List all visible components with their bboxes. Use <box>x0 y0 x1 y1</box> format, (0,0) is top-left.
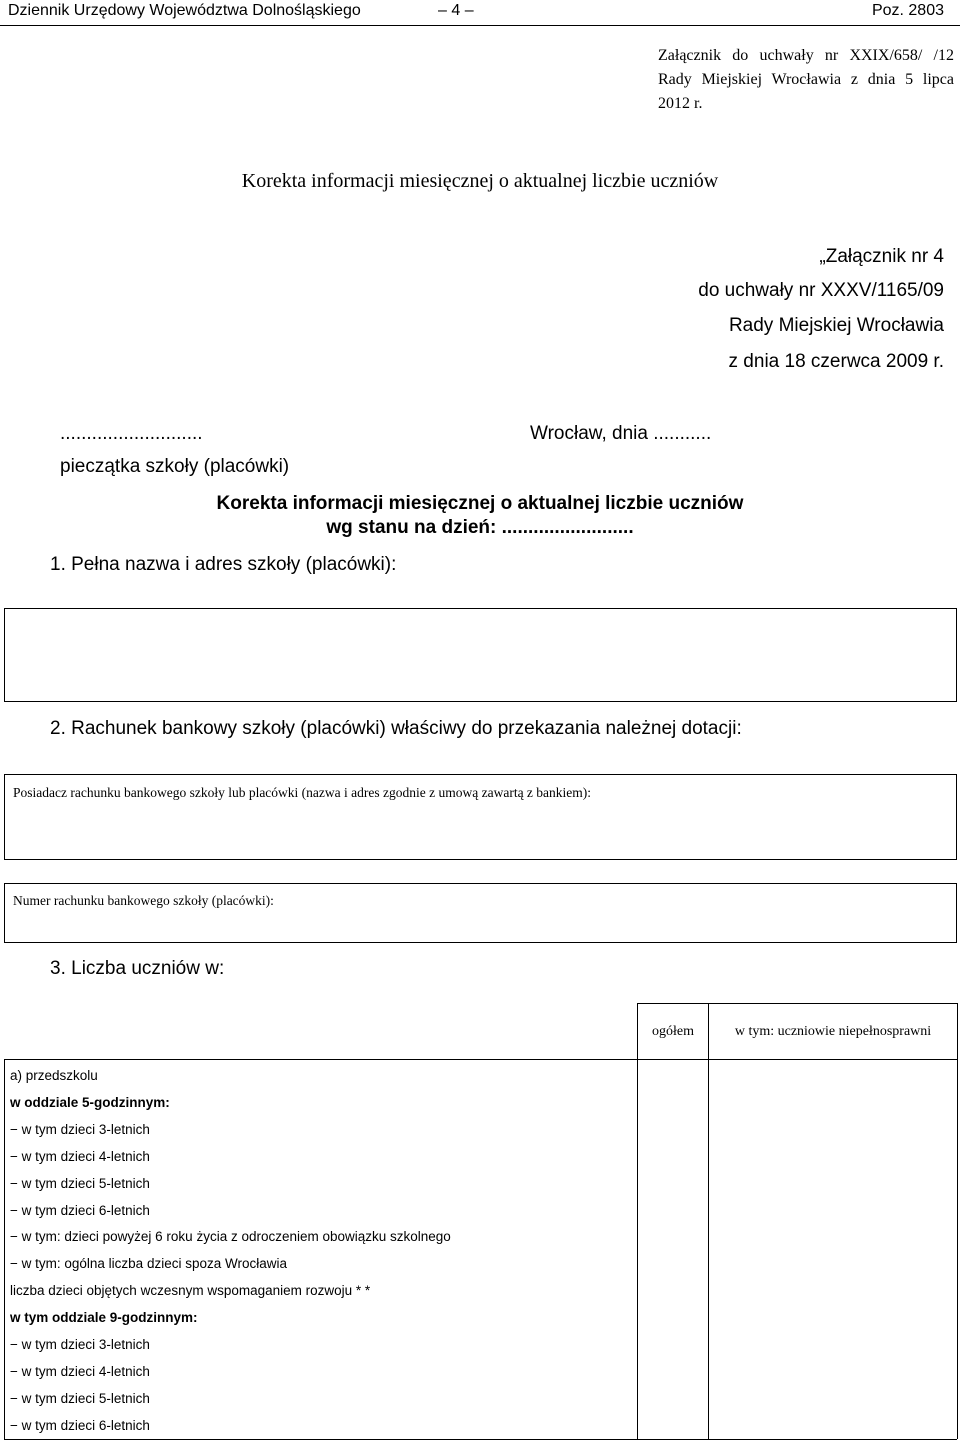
total-count-cell[interactable] <box>638 1301 708 1328</box>
table-row-label: − w tym dzieci 6-letnich <box>10 1417 150 1433</box>
form-title-line-1: Korekta informacji miesięcznej o aktualnej liczbie uczniów <box>216 493 744 514</box>
disabled-count-cell[interactable] <box>709 1220 957 1247</box>
total-count-cell[interactable] <box>638 1274 708 1301</box>
disabled-count-cell[interactable] <box>709 1409 957 1436</box>
total-count-cell[interactable] <box>638 1140 708 1167</box>
total-count-cell[interactable] <box>638 1382 708 1409</box>
page-number: – 4 – <box>438 2 474 19</box>
annex-line-4: z dnia 18 czerwca 2009 r. <box>728 351 944 372</box>
total-count-cell[interactable] <box>638 1328 708 1355</box>
table-row-label: − w tym: ogólna liczba dzieci spoza Wrocławia <box>10 1256 287 1272</box>
total-count-cell[interactable] <box>638 1194 708 1221</box>
disabled-count-cell[interactable] <box>709 1382 957 1409</box>
annex-line-3: Rady Miejskiej Wrocławia <box>728 315 944 336</box>
disabled-count-cell[interactable] <box>709 1086 957 1113</box>
total-count-cell[interactable] <box>638 1086 708 1113</box>
disabled-count-cell[interactable] <box>709 1301 957 1328</box>
section1-label: 1. Pełna nazwa i adres szkoły (placówki): <box>50 554 397 575</box>
total-count-cell[interactable] <box>638 1059 708 1086</box>
account-holder-label: Posiadacz rachunku bankowego szkoły lub placówki (nazwa i adres zgodnie z umową zawartą z bankiem): <box>13 785 592 800</box>
disabled-count-cell[interactable] <box>709 1274 957 1301</box>
table-row-label: − w tym dzieci 3-letnich <box>10 1337 150 1352</box>
attachment-note: Załącznik do uchwały nr XXIX/658/ /12 Rady Miejskiej Wrocławia z dnia 5 lipca 2012 r. <box>658 47 954 112</box>
disabled-count-cell[interactable] <box>709 1140 957 1167</box>
stamp-label: pieczątka szkoły (placówki) <box>60 456 290 477</box>
table-row-label: a) przedszkolu <box>10 1068 98 1083</box>
disabled-count-cell[interactable] <box>709 1167 957 1194</box>
account-number-label: Numer rachunku bankowego szkoły (placówki): <box>13 893 274 908</box>
disabled-count-cell[interactable] <box>709 1247 957 1274</box>
table-row-label: w oddziale 5-godzinnym: <box>10 1094 170 1110</box>
table-row-label: − w tym dzieci 5-letnich <box>10 1175 150 1191</box>
table-row-label: − w tym: dzieci powyżej 6 roku życia z odroczeniem obowiązku szkolnego <box>10 1229 451 1245</box>
total-count-cell[interactable] <box>638 1355 708 1382</box>
document-title: Korekta informacji miesięcznej o aktualnej liczbie uczniów <box>241 170 719 192</box>
table-row-label: liczba dzieci objętych wczesnym wspomaganiem rozwoju * * <box>10 1283 371 1299</box>
table-row-label: − w tym dzieci 4-letnich <box>10 1148 150 1164</box>
column-header-total-label: ogółem <box>652 1023 694 1039</box>
total-count-cell[interactable] <box>638 1167 708 1194</box>
column-header-disabled-label: w tym: uczniowie niepełnosprawni <box>734 1023 932 1039</box>
table-right-border <box>957 1059 958 1439</box>
table-row-label: − w tym dzieci 5-letnich <box>10 1390 150 1406</box>
position-number: Poz. 2803 <box>871 2 944 19</box>
disabled-count-cell[interactable] <box>709 1355 957 1382</box>
total-count-cell[interactable] <box>638 1220 708 1247</box>
total-count-cell[interactable] <box>638 1113 708 1140</box>
annex-line-1: „Załącznik nr 4 <box>819 246 944 267</box>
total-count-cell[interactable] <box>638 1247 708 1274</box>
table-row-label: − w tym dzieci 6-letnich <box>10 1202 150 1218</box>
disabled-count-cell[interactable] <box>709 1113 957 1140</box>
total-count-cell[interactable] <box>638 1409 708 1436</box>
annex-line-2: do uchwały nr XXXV/1165/09 <box>698 280 944 301</box>
place-date: Wrocław, dnia ........... <box>530 423 712 444</box>
table-row-label: − w tym dzieci 3-letnich <box>10 1121 150 1137</box>
disabled-count-cell[interactable] <box>709 1194 957 1221</box>
section3-label: 3. Liczba uczniów w: <box>50 958 225 979</box>
table-row-label: − w tym dzieci 4-letnich <box>10 1363 150 1379</box>
journal-title: Dziennik Urzędowy Województwa Dolnośląskiego <box>8 2 361 19</box>
form-title-line-2: wg stanu na dzień: ......................... <box>326 517 634 538</box>
disabled-count-cell[interactable] <box>709 1059 957 1086</box>
table-row-label: w tym oddziale 9-godzinnym: <box>10 1310 198 1326</box>
stamp-dots: ........................... <box>60 423 203 444</box>
section2-label: 2. Rachunek bankowy szkoły (placówki) właściwy do przekazania należnej dotacji: <box>50 718 742 739</box>
table-left-border <box>4 1059 5 1439</box>
disabled-count-cell[interactable] <box>709 1328 957 1355</box>
